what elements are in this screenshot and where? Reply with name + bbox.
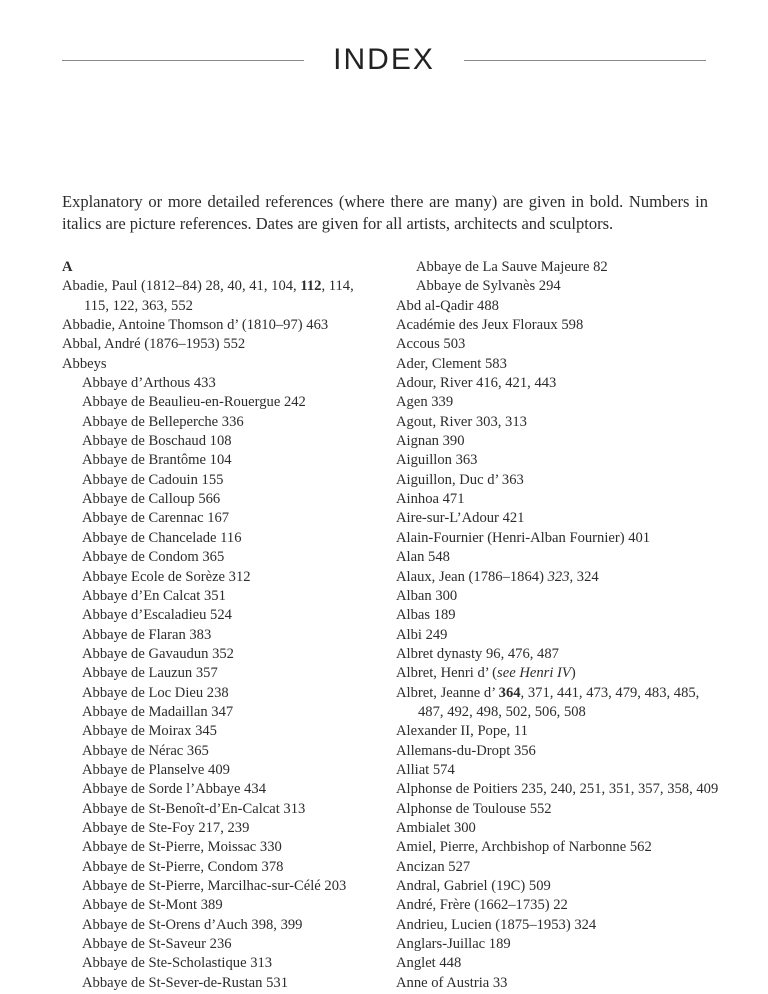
index-entry (396, 587, 726, 606)
entry-text: Abbaye de St-Mont 389 (82, 897, 223, 914)
index-entry (396, 297, 726, 316)
entry-text: , 371, 441, 473, 479, 483, 485, 487, 492, 498, 502, 506, 508 (418, 684, 700, 720)
index-subentry (62, 819, 382, 838)
entry-text: Abadie, Paul (1812–84) 28, 40, 41, 104, (62, 278, 301, 295)
entry-text: Abbeys (62, 355, 107, 372)
entry-text: Abbaye de Lauzun 357 (82, 665, 218, 682)
index-entry (396, 896, 726, 915)
entry-text: Abbaye de Carennac 167 (82, 510, 230, 527)
entry-text: Albas 189 (396, 607, 456, 624)
index-entry (396, 316, 726, 335)
entry-text: Abbadie, Antoine Thomson d’ (1810–97) 463 (62, 317, 329, 334)
index-subentry (62, 722, 382, 741)
index-entry (396, 413, 726, 432)
index-entry (396, 626, 726, 645)
index-entry (396, 935, 726, 954)
index-subentry (62, 606, 382, 625)
index-entry (396, 393, 726, 412)
entry-text: Alphonse de Toulouse 552 (396, 800, 552, 817)
index-subentry (62, 645, 382, 664)
index-entry (396, 858, 726, 877)
index-subentry (62, 490, 382, 509)
header-rule-right (464, 60, 706, 61)
index-subentry (62, 451, 382, 470)
page-header (62, 40, 706, 80)
entry-text: Ainhoa 471 (396, 491, 465, 508)
index-entry (396, 529, 726, 548)
entry-text: Abbaye de St-Saveur 236 (82, 936, 232, 953)
index-entry (396, 568, 726, 587)
italic-reference: 323 (547, 568, 570, 585)
index-subentry (62, 703, 382, 722)
index-entry (396, 722, 726, 741)
index-subentry (62, 896, 382, 915)
entry-text: Alban 300 (396, 587, 458, 604)
entry-text: Ader, Clement 583 (396, 355, 507, 372)
entry-text: André, Frère (1662–1735) 22 (396, 897, 568, 914)
index-subentry (62, 858, 382, 877)
index-subentry (62, 471, 382, 490)
index-entry (396, 877, 726, 896)
index-column-left (62, 258, 382, 993)
index-entry (396, 490, 726, 509)
index-entry (396, 974, 726, 993)
entry-text: Ancizan 527 (396, 858, 471, 875)
index-entry (396, 451, 726, 470)
entry-text: Abbaye de Nérac 365 (82, 742, 209, 759)
index-entry (396, 645, 726, 664)
entry-text: Alain-Fournier (Henri-Alban Fournier) 401 (396, 529, 651, 546)
index-entry (396, 335, 726, 354)
index-entry (396, 509, 726, 528)
entry-text: Abbaye de Loc Dieu 238 (82, 684, 229, 701)
entry-text: Abbaye de Ste-Foy 217, 239 (82, 819, 250, 836)
index-subentry (62, 568, 382, 587)
entry-text: Anne of Austria 33 (396, 974, 508, 991)
entry-text: Abbaye de Sorde l’Abbaye 434 (82, 781, 266, 798)
entry-text: , 114, 115, 122, 363, 552 (84, 278, 354, 314)
entry-text: Alphonse de Poitiers 235, 240, 251, 351, 357, 358, 409 (396, 781, 719, 798)
entry-text: Alaux, Jean (1786–1864) (396, 568, 548, 585)
entry-text: Abbaye de Boschaud 108 (82, 433, 232, 450)
index-entry (396, 606, 726, 625)
index-subentry (62, 742, 382, 761)
entry-text: Abbaye Ecole de Sorèze 312 (82, 568, 251, 585)
entry-text: Aire-sur-L’Adour 421 (396, 510, 525, 527)
index-entry (62, 355, 382, 374)
entry-text: Aignan 390 (396, 433, 465, 450)
entry-text: Abbaye de Calloup 566 (82, 491, 221, 508)
index-entry (396, 742, 726, 761)
index-subentry (62, 800, 382, 819)
index-column-right (396, 258, 726, 993)
index-letter-heading: A (62, 259, 73, 275)
index-entry (396, 838, 726, 857)
index-subentry (62, 548, 382, 567)
entry-text: Abbaye de Madaillan 347 (82, 703, 234, 720)
entry-text: Aiguillon 363 (396, 452, 478, 469)
index-entry (396, 471, 726, 490)
index-subentry (396, 277, 726, 296)
entry-text: Alexander II, Pope, 11 (396, 723, 528, 740)
entry-text: Ambialet 300 (396, 819, 476, 836)
entry-text: Aiguillon, Duc d’ 363 (396, 471, 524, 488)
index-entry (396, 684, 726, 723)
entry-text: Abbal, André (1876–1953) 552 (62, 336, 246, 353)
index-subentry (62, 393, 382, 412)
entry-text: Abbaye de St-Pierre, Marcilhac-sur-Célé 203 (82, 878, 347, 894)
bold-reference: 112 (300, 278, 322, 295)
entry-text: Abbaye de Belleperche 336 (82, 413, 244, 430)
entry-text: Alliat 574 (396, 761, 455, 778)
index-entry (396, 432, 726, 451)
entry-text: Accous 503 (396, 336, 466, 353)
index-entry (396, 916, 726, 935)
index-subentry (62, 916, 382, 935)
index-subentry (62, 587, 382, 606)
entry-text: Abbaye de Sylvanès 294 (416, 278, 561, 295)
entry-text: Abbaye d’En Calcat 351 (82, 587, 226, 604)
index-entry (396, 761, 726, 780)
entry-text: Albret, Jeanne d’ (396, 684, 499, 701)
entry-text: Abbaye de St-Pierre, Moissac 330 (82, 839, 282, 856)
entry-text: Alan 548 (396, 549, 450, 566)
entry-text: Albret dynasty 96, 476, 487 (396, 645, 559, 662)
entry-text: Abbaye de Beaulieu-en-Rouergue 242 (82, 394, 306, 411)
entry-text: Abbaye de Ste-Scholastique 313 (82, 955, 273, 972)
entry-text: Albret, Henri d’ ( (396, 665, 498, 682)
index-subentry (62, 432, 382, 451)
index-subentry (62, 935, 382, 954)
index-subentry (62, 626, 382, 645)
entry-text: Anglars-Juillac 189 (396, 936, 511, 953)
index-entry (396, 800, 726, 819)
index-subentry (62, 374, 382, 393)
entry-text: Agen 339 (396, 394, 454, 411)
index-entry (396, 780, 726, 799)
entry-text: Abbaye d’Arthous 433 (82, 375, 216, 392)
entry-text: Andrieu, Lucien (1875–1953) 324 (396, 916, 597, 933)
index-entry (396, 548, 726, 567)
entry-text: Abbaye d’Escaladieu 524 (82, 607, 232, 624)
index-subentry (62, 529, 382, 548)
entry-text: Abbaye de Flaran 383 (82, 626, 212, 643)
index-subentry (62, 838, 382, 857)
entry-text: , 324 (569, 568, 599, 585)
index-subentry (62, 664, 382, 683)
entry-text: Andral, Gabriel (19C) 509 (396, 878, 551, 894)
index-entry (62, 335, 382, 354)
index-subentry (62, 877, 382, 896)
index-entry (396, 664, 726, 683)
index-subentry (62, 974, 382, 993)
entry-text: Abbaye de Chancelade 116 (82, 529, 242, 546)
entry-text: Abbaye de Moirax 345 (82, 723, 217, 740)
italic-reference: see Henri IV (497, 665, 571, 682)
index-subentry (62, 780, 382, 799)
entry-text: Agout, River 303, 313 (396, 413, 527, 430)
entry-text: Abbaye de Cadouin 155 (82, 471, 224, 488)
bold-reference: 364 (498, 684, 521, 701)
entry-text: Académie des Jeux Floraux 598 (396, 317, 584, 334)
index-subentry (62, 761, 382, 780)
index-entry (62, 316, 382, 335)
index-entry (396, 954, 726, 973)
entry-text: Abbaye de Condom 365 (82, 549, 225, 566)
index-entry (396, 374, 726, 393)
entry-text: Abd al-Qadir 488 (396, 297, 499, 314)
index-subentry (396, 258, 726, 277)
entry-text: Abbaye de Brantôme 104 (82, 452, 232, 469)
index-subentry (62, 509, 382, 528)
index-entry (62, 277, 382, 316)
entry-text: Adour, River 416, 421, 443 (396, 375, 557, 392)
index-subentry (62, 684, 382, 703)
entry-text: Abbaye de St-Benoît-d’En-Calcat 313 (82, 800, 306, 817)
entry-text: Abbaye de La Sauve Majeure 82 (416, 259, 608, 275)
index-subentry (62, 954, 382, 973)
index-entry (396, 355, 726, 374)
entry-text: ) (570, 665, 576, 682)
index-entry (396, 819, 726, 838)
index-subentry (62, 413, 382, 432)
entry-text: Amiel, Pierre, Archbishop of Narbonne 562 (396, 839, 652, 856)
entry-text: Abbaye de Planselve 409 (82, 761, 230, 778)
entry-text: Abbaye de St-Orens d’Auch 398, 399 (82, 916, 303, 933)
entry-text: Abbaye de St-Sever-de-Rustan 531 (82, 974, 288, 991)
entry-text: Abbaye de St-Pierre, Condom 378 (82, 858, 284, 875)
entry-text: Albi 249 (396, 626, 448, 643)
page-title: INDEX (333, 43, 435, 76)
index-intro: Explanatory or more detailed references (where there are many) are given in bold. Numbers in italics are picture references. Dates are given for all artists, architects and sculptors. (62, 191, 708, 233)
entry-text: Allemans-du-Dropt 356 (396, 742, 536, 759)
entry-text: Anglet 448 (396, 955, 462, 972)
entry-text: Abbaye de Gavaudun 352 (82, 645, 234, 662)
